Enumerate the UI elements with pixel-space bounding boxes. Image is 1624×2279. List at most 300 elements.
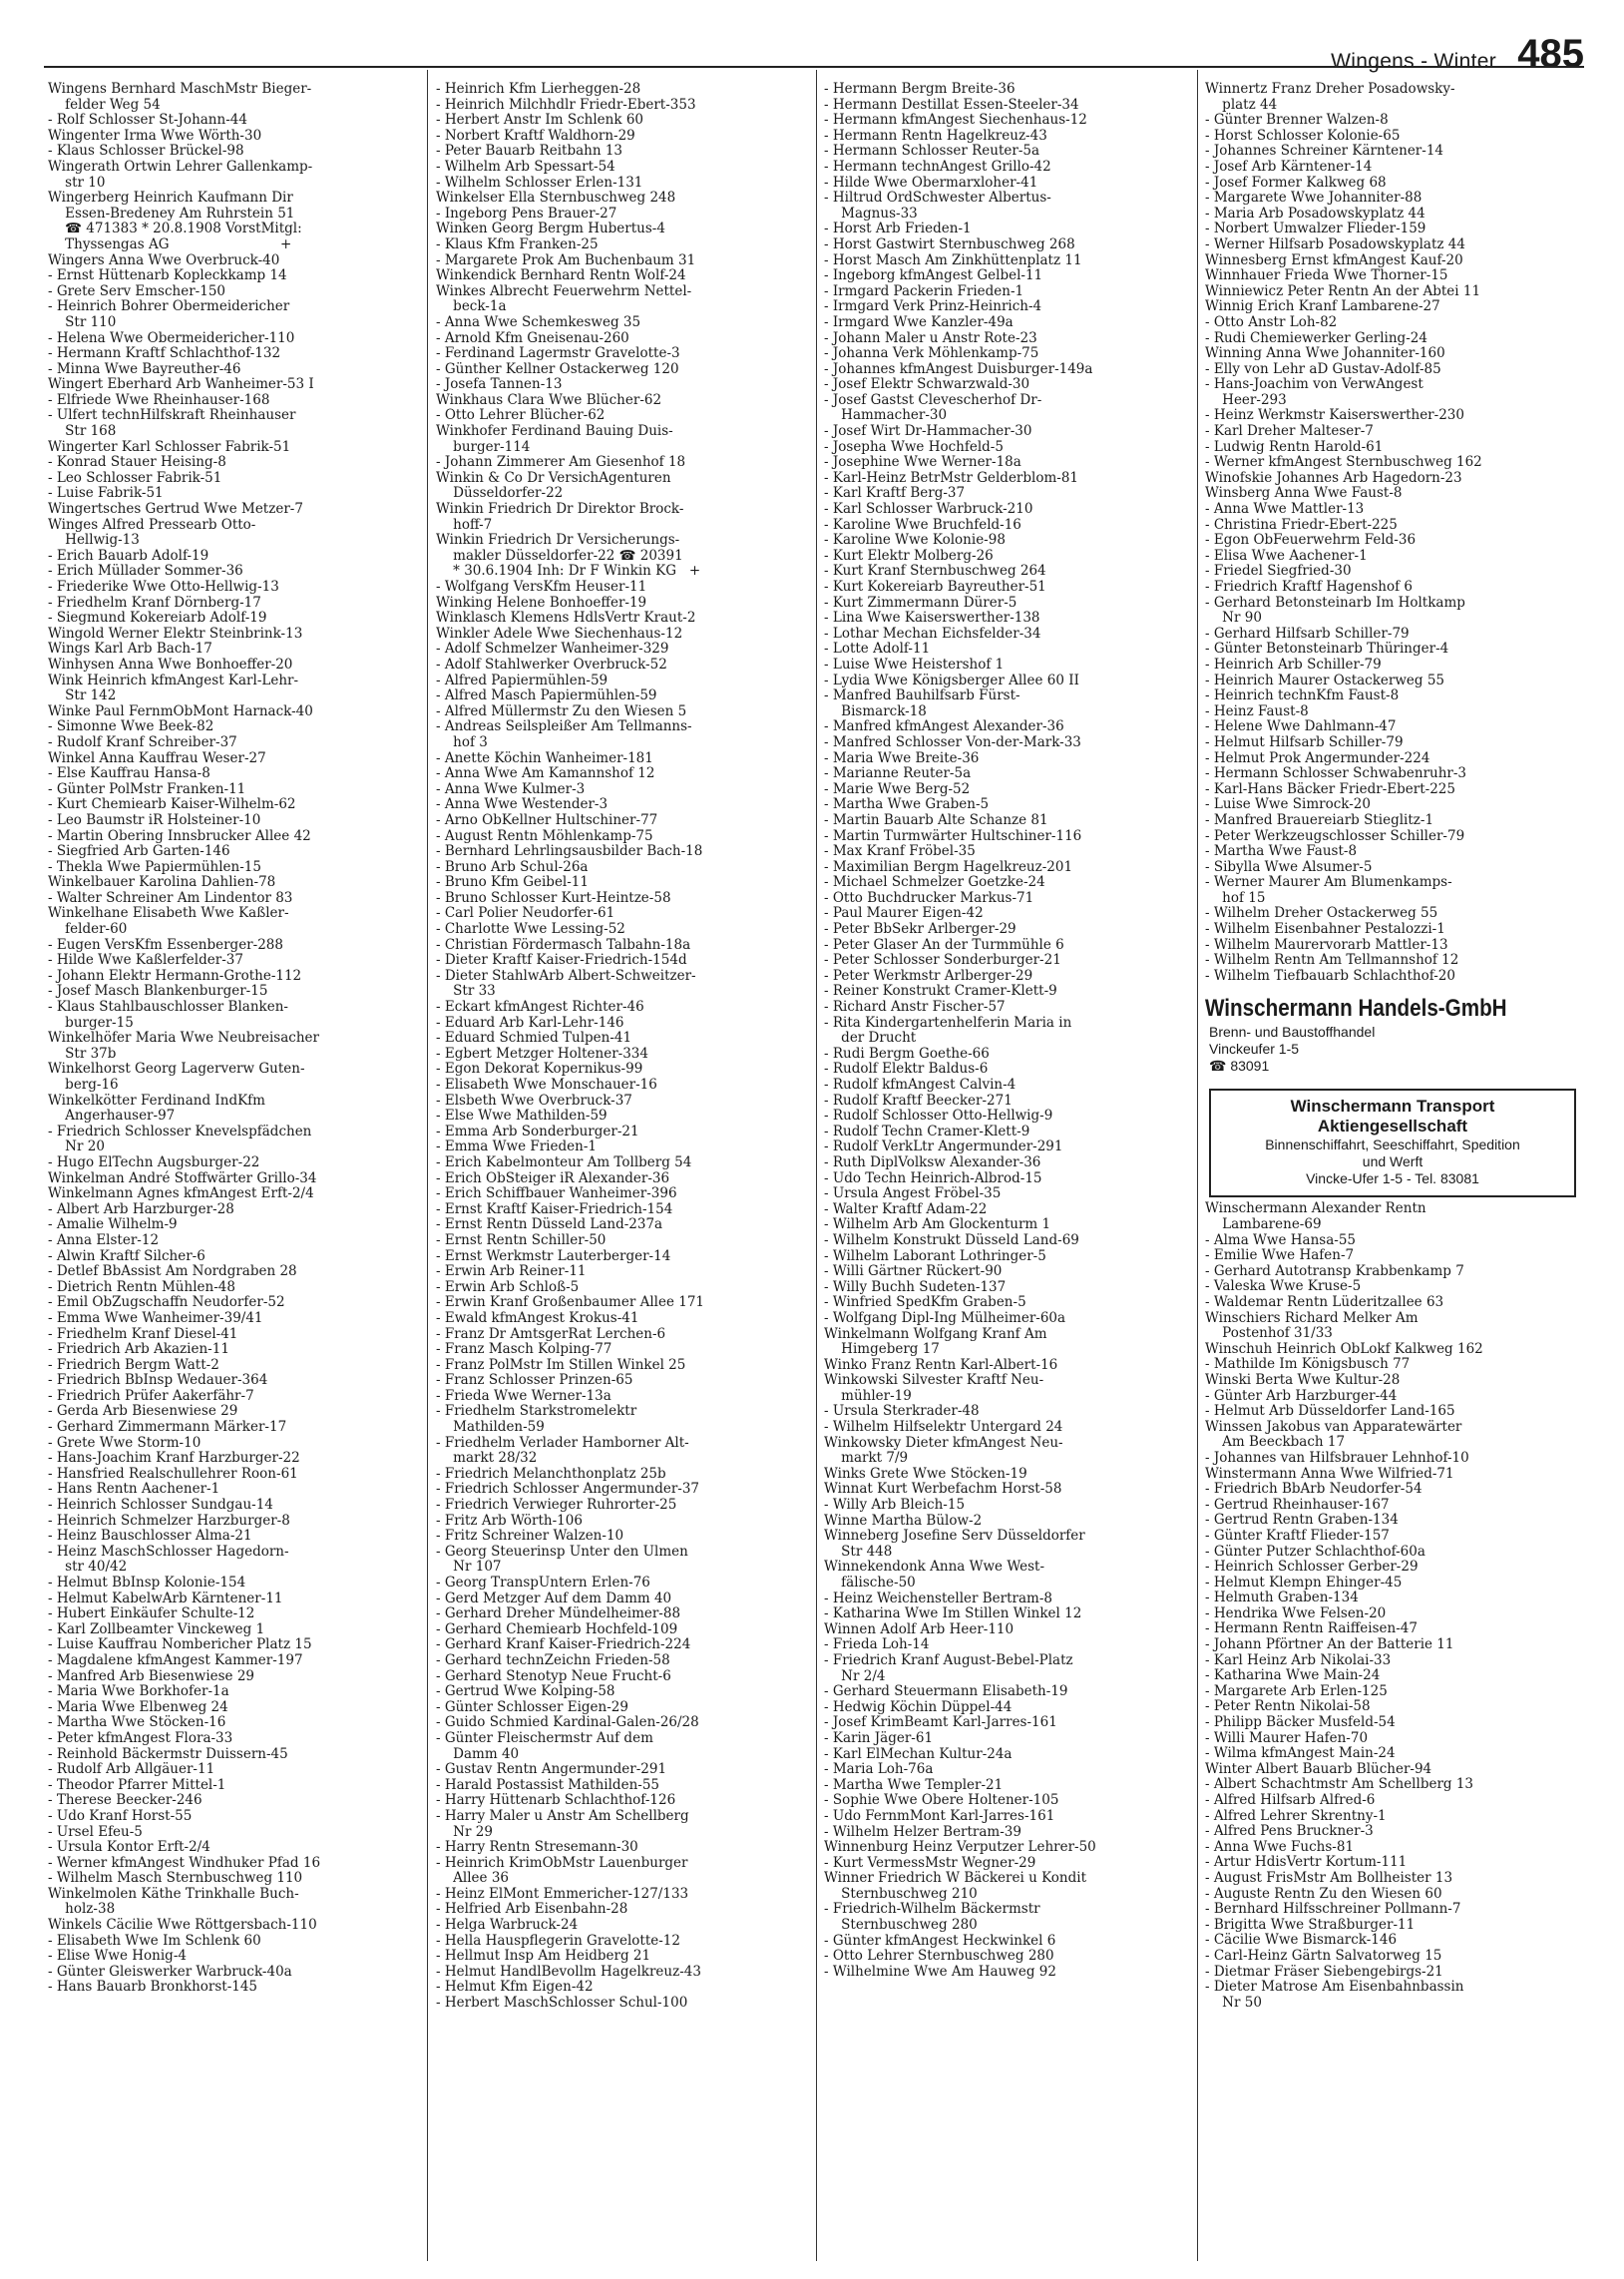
directory-entry: - Maria Wwe Elbenweg 24 xyxy=(48,1698,228,1715)
directory-entry: - Marianne Reuter-5a xyxy=(824,765,972,782)
directory-entry: - Erwin Arb Reiner-11 xyxy=(436,1263,587,1280)
directory-entry: - Gerhard Chemiearb Hochfeld-109 xyxy=(436,1620,678,1637)
directory-entry: - Wolfgang VersKfm Heuser-11 xyxy=(436,579,647,595)
directory-entry: - Bruno Kfm Geibel-11 xyxy=(436,874,589,891)
directory-entry: - Mathilde Im Königsbusch 77 xyxy=(1205,1356,1411,1373)
directory-entry: - Peter Werkzeugschlosser Schiller-79 xyxy=(1205,827,1465,844)
directory-entry: - Karin Jäger-61 xyxy=(824,1729,934,1746)
directory-entry: Winko Franz Rentn Karl-Albert-16 xyxy=(824,1356,1058,1373)
directory-entry: - Klaus Kfm Franken-25 xyxy=(436,235,599,252)
directory-entry: - Arnold Kfm Gneisenau-260 xyxy=(436,329,629,346)
directory-entry: - Friedhelm Kranf Diesel-41 xyxy=(48,1325,238,1342)
directory-entry: Winning Anna Wwe Johanniter-160 xyxy=(1205,345,1445,362)
transport-ad-line: und Werft xyxy=(1362,1153,1423,1170)
directory-entry: - Ruth DiplVolksw Alexander-36 xyxy=(824,1153,1041,1170)
directory-entry: Winke Paul FernmObMont Harnack-40 xyxy=(48,702,313,719)
directory-entry: - Karoline Wwe Kolonie-98 xyxy=(824,532,1006,549)
directory-entry: - Hilde Wwe Kaßlerfelder-37 xyxy=(48,952,243,969)
directory-entry: - Ingeborg kfmAngest Gelbel-11 xyxy=(824,267,1043,284)
directory-entry: Winkelmann Wolfgang Kranf Am Himgeberg 17 xyxy=(824,1325,1047,1358)
directory-entry: - Josef Elektr Schwarzwald-30 xyxy=(824,376,1030,393)
directory-entry: - Alfred Hilfsarb Alfred-6 xyxy=(1205,1792,1376,1808)
directory-entry: - Günter Kraftf Flieder-157 xyxy=(1205,1527,1390,1544)
directory-entry: - Ernst Kraftf Kaiser-Friedrich-154 xyxy=(436,1200,673,1217)
directory-entry: - Wilhelm Eisenbahner Pestalozzi-1 xyxy=(1205,921,1445,938)
directory-entry: - Valeska Wwe Kruse-5 xyxy=(1205,1278,1362,1295)
directory-entry: - Wilhelm Tiefbauarb Schlachthof-20 xyxy=(1205,967,1455,984)
directory-entry: - Marie Wwe Berg-52 xyxy=(824,780,971,797)
directory-entry: - Maria Wwe Breite-36 xyxy=(824,749,980,766)
directory-entry: - Ulfert technHilfskraft Rheinhauser Str 168 xyxy=(48,407,296,440)
directory-entry: - Josepha Wwe Hochfeld-5 xyxy=(824,438,1004,455)
directory-entry: Winkelmolen Käthe Trinkhalle Buch- holz-38 xyxy=(48,1885,299,1918)
directory-entry: Wingers Anna Wwe Overbruck-40 xyxy=(48,251,280,268)
column-divider xyxy=(1197,70,1198,2261)
directory-entry: - Hermann Kraftf Schlachthof-132 xyxy=(48,345,281,362)
directory-entry: - Elisa Wwe Aachener-1 xyxy=(1205,547,1368,564)
directory-entry: Winnen Adolf Arb Heer-110 xyxy=(824,1620,1015,1637)
directory-entry: - Rita Kindergartenhelferin Maria in der Drucht xyxy=(824,1014,1072,1047)
directory-entry: - Margarete Arb Erlen-125 xyxy=(1205,1682,1388,1699)
directory-entry: - Simonne Wwe Beek-82 xyxy=(48,718,214,735)
directory-entry: - Erich Müllader Sommer-36 xyxy=(48,563,243,580)
directory-entry: - Friedhelm Verlader Hamborner Alt- markt 28/32 xyxy=(436,1434,689,1467)
directory-entry: - Karl Dreher Malteser-7 xyxy=(1205,423,1374,440)
directory-entry: - Karl Zollbeamter Vinckeweg 1 xyxy=(48,1620,265,1637)
directory-entry: - Gerhard Betonsteinarb Im Holtkamp Nr 90 xyxy=(1205,594,1465,627)
directory-entry: - Andreas Seilspleißer Am Tellmanns- hof 3 xyxy=(436,718,692,750)
directory-entry: - Karl-Heinz BetrMstr Gelderblom-81 xyxy=(824,469,1079,486)
directory-entry: - Hilde Wwe Obermarxloher-41 xyxy=(824,174,1038,191)
directory-entry: - Wilma kfmAngest Main-24 xyxy=(1205,1745,1396,1762)
directory-entry: - Gerhard Hilfsarb Schiller-79 xyxy=(1205,625,1410,642)
directory-entry: - Wilhelm Maurervorarb Mattler-13 xyxy=(1205,936,1448,953)
directory-entry: Winkelbauer Karolina Dahlien-78 xyxy=(48,874,276,891)
directory-entry: - Ewald kfmAngest Krokus-41 xyxy=(436,1309,639,1326)
directory-entry: - Dietrich Rentn Mühlen-48 xyxy=(48,1278,235,1295)
directory-entry: Winhysen Anna Wwe Bonhoeffer-20 xyxy=(48,656,293,673)
directory-entry: - Alma Wwe Hansa-55 xyxy=(1205,1231,1357,1248)
directory-entry: - Heinrich Bohrer Obermeidericher Str 110 xyxy=(48,298,290,330)
directory-entry: - Johannes kfmAngest Duisburger-149a xyxy=(824,360,1093,377)
directory-entry: - Günther Kellner Ostackerweg 120 xyxy=(436,360,679,377)
directory-entry: - Irmgard Wwe Kanzler-49a xyxy=(824,313,1014,330)
directory-entry: Winnhauer Frieda Wwe Thorner-15 xyxy=(1205,267,1448,284)
directory-entry: - Franz Masch Kolping-77 xyxy=(436,1341,612,1358)
directory-entry: - Maria Loh-76a xyxy=(824,1761,934,1778)
directory-entry: - Manfred Brauereiarb Stieglitz-1 xyxy=(1205,811,1434,828)
directory-entry: - Lina Wwe Kaiserswerther-138 xyxy=(824,610,1040,627)
directory-entry: - Erich Kabelmonteur Am Tollberg 54 xyxy=(436,1153,692,1170)
directory-entry: - Gertrud Rentn Graben-134 xyxy=(1205,1512,1399,1529)
directory-entry: - Brigitta Wwe Straßburger-11 xyxy=(1205,1916,1416,1933)
directory-entry: - Anna Wwe Kulmer-3 xyxy=(436,780,586,797)
directory-entry: - Friedel Siegfried-30 xyxy=(1205,563,1352,580)
directory-entry: - Hermann Rentn Raiffeisen-47 xyxy=(1205,1620,1418,1637)
directory-entry: - Gerhard Steuermann Elisabeth-19 xyxy=(824,1683,1068,1700)
directory-entry: - Erich ObSteiger iR Alexander-36 xyxy=(436,1169,670,1186)
directory-entry: - Friedrich Kranf August-Bebel-Platz Nr 2/4 xyxy=(824,1651,1073,1684)
directory-entry: Winken Georg Bergm Hubertus-4 xyxy=(436,221,665,237)
directory-entry: - Fritz Schreiner Walzen-10 xyxy=(436,1528,624,1545)
directory-entry: - Leo Schlosser Fabrik-51 xyxy=(48,469,222,486)
column-divider xyxy=(816,70,817,2261)
running-head: Wingens - Winter xyxy=(1331,50,1496,73)
directory-entry: Wingerath Ortwin Lehrer Gallenkamp- str 10 xyxy=(48,158,313,191)
directory-entry: - Herbert Anstr Im Schlenk 60 xyxy=(436,112,643,129)
directory-entry: - Gerd Metzger Auf dem Damm 40 xyxy=(436,1590,672,1606)
directory-entry: - Wolfgang Dipl-Ing Mülheimer-60a xyxy=(824,1309,1066,1326)
directory-entry: - August Rentn Möhlenkamp-75 xyxy=(436,827,653,844)
directory-entry: - Friedrich Prüfer Aakerfähr-7 xyxy=(48,1387,254,1404)
directory-entry: - Sibylla Wwe Alsumer-5 xyxy=(1205,858,1373,875)
directory-entry: - Guido Schmied Kardinal-Galen-26/28 xyxy=(436,1714,699,1731)
directory-entry: Winschiers Richard Melker Am Postenhof 31/33 xyxy=(1205,1309,1419,1342)
handels-ad-phone: ☎ 83091 xyxy=(1209,1058,1270,1075)
directory-entry: - Martin Turmwärter Hultschiner-116 xyxy=(824,827,1082,844)
directory-entry: - Therese Beecker-246 xyxy=(48,1792,203,1809)
directory-entry: - Helga Warbruck-24 xyxy=(436,1917,579,1934)
directory-entry: - Karl Heinz Arb Nikolai-33 xyxy=(1205,1651,1392,1668)
directory-entry: - Günter Arb Harzburger-44 xyxy=(1205,1387,1398,1404)
directory-entry: Wingerberg Heinrich Kaufmann Dir Essen-Bredeney Am Ruhrstein 51 ☎ 471383 * 20.8.1908 VorstMitgl: Thyssengas AG + xyxy=(48,190,302,252)
directory-entry: - Helmuth Graben-134 xyxy=(1205,1590,1359,1606)
transport-ad-box xyxy=(1209,1089,1576,1197)
directory-entry: - Josephine Wwe Werner-18a xyxy=(824,454,1021,471)
directory-entry: - Peter Glaser An der Turmmühle 6 xyxy=(824,936,1064,953)
directory-entry: - Heinz Weichensteller Bertram-8 xyxy=(824,1590,1053,1606)
directory-entry: - Kurt Kranf Sternbuschweg 264 xyxy=(824,563,1046,580)
directory-entry: - Rudi Chemiewerker Gerling-24 xyxy=(1205,329,1427,346)
directory-entry: Winsberg Anna Wwe Faust-8 xyxy=(1205,485,1403,502)
directory-entry: - Grete Wwe Storm-10 xyxy=(48,1434,202,1451)
directory-entry: - Katharina Wwe Main-24 xyxy=(1205,1667,1381,1684)
directory-entry: - Johann Pförtner An der Batterie 11 xyxy=(1205,1636,1454,1653)
directory-entry: - Willi Maurer Hafen-70 xyxy=(1205,1729,1369,1746)
directory-entry: - Hansfried Realschullehrer Roon-61 xyxy=(48,1465,298,1482)
directory-entry: Winkin Friedrich Dr Versicherungs- makler Düsseldorfer-22 ☎ 20391 * 30.6.1904 Inh: Dr F Winkin KG + xyxy=(436,532,701,580)
directory-entry: - Gustav Rentn Angermunder-291 xyxy=(436,1761,667,1778)
directory-entry: - Udo Kranf Horst-55 xyxy=(48,1807,193,1824)
directory-entry: - Dieter Matrose Am Eisenbahnbassin Nr 50 xyxy=(1205,1979,1464,2011)
directory-entry: - Josef Masch Blankenburger-15 xyxy=(48,983,268,1000)
directory-entry: - Egon Dekorat Kopernikus-99 xyxy=(436,1061,643,1078)
directory-entry: - Norbert Kraftf Waldhorn-29 xyxy=(436,127,635,144)
directory-entry: Winges Alfred Pressearb Otto- Hellwig-13 xyxy=(48,516,256,549)
directory-entry: - Luise Kauffrau Nombericher Platz 15 xyxy=(48,1636,312,1653)
directory-entry: - Hermann Rentn Hagelkreuz-43 xyxy=(824,127,1047,144)
directory-entry: - Sophie Wwe Obere Holtener-105 xyxy=(824,1792,1059,1809)
directory-entry: Winkin & Co Dr VersichAgenturen Düsseldorfer-22 xyxy=(436,469,671,502)
directory-entry: - Ursel Efeu-5 xyxy=(48,1823,143,1840)
directory-entry: - Josefa Tannen-13 xyxy=(436,376,563,393)
directory-entry: Winne Martha Bülow-2 xyxy=(824,1512,983,1529)
directory-entry: Wingerter Karl Schlosser Fabrik-51 xyxy=(48,438,291,455)
directory-entry: - Norbert Umwalzer Flieder-159 xyxy=(1205,221,1426,237)
directory-entry: - Hugo ElTechn Augsburger-22 xyxy=(48,1153,260,1170)
directory-entry: - Werner Maurer Am Blumenkamps- hof 15 xyxy=(1205,874,1452,906)
directory-entry: - Friedhelm Kranf Dörnberg-17 xyxy=(48,594,261,611)
directory-entry: - Hubert Einkäufer Schulte-12 xyxy=(48,1605,255,1622)
directory-entry: - Dieter StahlwArb Albert-Schweitzer- Str 33 xyxy=(436,967,696,1000)
directory-entry: - Erich Schiffbauer Wanheimer-396 xyxy=(436,1185,677,1202)
directory-entry: Winkin Friedrich Dr Direktor Brock- hoff-7 xyxy=(436,501,684,533)
directory-entry: - Emilie Wwe Hafen-7 xyxy=(1205,1247,1355,1264)
directory-entry: - Heinz ElMont Emmericher-127/133 xyxy=(436,1885,689,1902)
directory-entry: - Heinrich Schlosser Sundgau-14 xyxy=(48,1497,273,1514)
directory-entry: - Ingeborg Pens Brauer-27 xyxy=(436,205,617,222)
transport-ad-subtitle: Aktiengesellschaft xyxy=(1317,1117,1468,1137)
directory-entry: - Wilhelmine Wwe Am Hauweg 92 xyxy=(824,1963,1056,1980)
page-header xyxy=(0,28,1584,76)
directory-entry: - Thekla Wwe Papiermühlen-15 xyxy=(48,858,261,875)
directory-entry: - Wilhelm Laborant Lothringer-5 xyxy=(824,1247,1046,1264)
directory-entry: - Franz Schlosser Prinzen-65 xyxy=(436,1372,633,1389)
directory-entry: - Rudolf VerkLtr Angermunder-291 xyxy=(824,1139,1063,1155)
directory-entry: - Walter Kraftf Adam-22 xyxy=(824,1200,988,1217)
directory-entry: - Georg Steuerinsp Unter den Ulmen Nr 107 xyxy=(436,1543,688,1576)
directory-entry: - Katharina Wwe Im Stillen Winkel 12 xyxy=(824,1605,1082,1622)
directory-entry: Wingenter Irma Wwe Wörth-30 xyxy=(48,127,262,144)
directory-column-4-bottom xyxy=(1205,1201,1576,2011)
directory-entry: - Michael Schmelzer Goetzke-24 xyxy=(824,874,1045,891)
directory-entry: - Elfriede Wwe Rheinhauser-168 xyxy=(48,391,270,408)
directory-entry: - Grete Serv Emscher-150 xyxy=(48,282,226,299)
directory-entry: - Karl Schlosser Warbruck-210 xyxy=(824,501,1033,518)
directory-entry: - Eduard Schmied Tulpen-41 xyxy=(436,1030,632,1047)
directory-entry: - Emma Wwe Wanheimer-39/41 xyxy=(48,1309,263,1326)
directory-entry: Wingert Eberhard Arb Wanheimer-53 I xyxy=(48,376,314,393)
directory-entry: - Auguste Rentn Zu den Wiesen 60 xyxy=(1205,1885,1442,1902)
directory-entry: - Hans Bauarb Bronkhorst-145 xyxy=(48,1979,258,1996)
directory-entry: Winkel Anna Kauffrau Weser-27 xyxy=(48,749,266,766)
directory-entry: - Kurt Elektr Molberg-26 xyxy=(824,547,994,564)
directory-entry: - Friedrich BbInsp Wedauer-364 xyxy=(48,1372,268,1389)
directory-entry: - Anette Köchin Wanheimer-181 xyxy=(436,749,653,766)
directory-entry: - Carl Polier Neudorfer-61 xyxy=(436,905,615,922)
directory-entry: - Helmut Prok Angermunder-224 xyxy=(1205,749,1430,766)
directory-entry: Winnenburg Heinz Verputzer Lehrer-50 xyxy=(824,1839,1096,1856)
directory-entry: - Anna Wwe Fuchs-81 xyxy=(1205,1838,1355,1855)
directory-entry: - Hermann kfmAngest Siechenhaus-12 xyxy=(824,112,1087,129)
directory-entry: - Maria Arb Posadowskyplatz 44 xyxy=(1205,205,1425,222)
directory-entry: - Rudolf Schlosser Otto-Hellwig-9 xyxy=(824,1108,1053,1125)
directory-entry: - Günter Gleiswerker Warbruck-40a xyxy=(48,1963,292,1980)
directory-entry: - Otto Buchdrucker Markus-71 xyxy=(824,889,1034,906)
directory-entry: - Luise Fabrik-51 xyxy=(48,485,164,502)
directory-entry: - Werner kfmAngest Windhuker Pfad 16 xyxy=(48,1854,321,1871)
directory-entry: - Peter Werkmstr Arlberger-29 xyxy=(824,967,1033,984)
directory-entry: - Fritz Arb Wörth-106 xyxy=(436,1512,583,1529)
directory-entry: - Anna Wwe Westender-3 xyxy=(436,796,609,813)
directory-entry: - Karl ElMechan Kultur-24a xyxy=(824,1745,1013,1762)
directory-entry: - Erwin Kranf Großenbaumer Allee 171 xyxy=(436,1294,704,1311)
directory-entry: - Wilhelm Konstrukt Düsseld Land-69 xyxy=(824,1231,1079,1248)
directory-entry: - Winfried SpedKfm Graben-5 xyxy=(824,1294,1026,1311)
directory-column-2 xyxy=(436,82,783,2012)
directory-entry: - Waldemar Rentn Lüderitzallee 63 xyxy=(1205,1294,1444,1310)
directory-entry: - Peter BbSekr Arlberger-29 xyxy=(824,921,1016,938)
directory-entry: - Rudolf Arb Allgäuer-11 xyxy=(48,1761,215,1778)
directory-entry: - Alfred Müllermstr Zu den Wiesen 5 xyxy=(436,702,687,719)
directory-entry: - Ernst Rentn Düsseld Land-237a xyxy=(436,1216,663,1233)
directory-entry: Wink Heinrich kfmAngest Karl-Lehr- Str 142 xyxy=(48,672,299,704)
directory-entry: - Alfred Pens Bruckner-3 xyxy=(1205,1823,1374,1840)
directory-entry: - Rudi Bergm Goethe-66 xyxy=(824,1045,990,1062)
directory-entry: - Irmgard Packerin Frieden-1 xyxy=(824,282,1024,299)
directory-entry: - Magdalene kfmAngest Kammer-197 xyxy=(48,1651,303,1668)
directory-entry: - Bruno Arb Schul-26a xyxy=(436,858,589,875)
directory-entry: - Philipp Bäcker Musfeld-54 xyxy=(1205,1714,1396,1731)
directory-entry: Winkler Adele Wwe Siechenhaus-12 xyxy=(436,625,683,642)
directory-entry: - Wilhelm Helzer Bertram-39 xyxy=(824,1823,1021,1840)
directory-entry: - Günter Schlosser Eigen-29 xyxy=(436,1698,628,1715)
directory-entry: - Kurt Kokereiarb Bayreuther-51 xyxy=(824,579,1046,595)
directory-entry: - Leo Baumstr iR Holsteiner-10 xyxy=(48,811,261,828)
directory-entry: - Harry Hüttenarb Schlachthof-126 xyxy=(436,1792,676,1809)
directory-entry: - Klaus Stahlbauschlosser Blanken- burger-15 xyxy=(48,999,288,1031)
directory-entry: - Anna Wwe Am Kamannshof 12 xyxy=(436,765,655,782)
directory-entry: Winkelhorst Georg Lagerverw Guten- berg-16 xyxy=(48,1061,305,1093)
directory-entry: - Helfried Arb Eisenbahn-28 xyxy=(436,1901,628,1918)
directory-entry: - Konrad Stauer Heising-8 xyxy=(48,454,226,471)
directory-entry: - Heinrich Maurer Ostackerweg 55 xyxy=(1205,672,1445,688)
directory-entry: - Friedrich Arb Akazien-11 xyxy=(48,1341,229,1358)
directory-entry: Winkels Cäcilie Wwe Röttgersbach-110 xyxy=(48,1917,317,1934)
directory-entry: - Wilhelm Hilfselektr Untergard 24 xyxy=(824,1419,1063,1436)
directory-entry: - Udo FernmMont Karl-Jarres-161 xyxy=(824,1807,1055,1824)
directory-entry: - Siegmund Kokereiarb Adolf-19 xyxy=(48,610,267,627)
directory-entry: - Alfred Papiermühlen-59 xyxy=(436,672,609,688)
directory-column-4-top xyxy=(1205,82,1576,984)
directory-entry: Winkhofer Ferdinand Bauing Duis- burger-114 xyxy=(436,423,673,455)
directory-entry: - Helmut Klempn Ehinger-45 xyxy=(1205,1574,1403,1591)
directory-entry: - Lydia Wwe Königsberger Allee 60 II xyxy=(824,672,1079,688)
directory-entry: - Friedhelm Starkstromelektr Mathilden-59 xyxy=(436,1403,637,1436)
directory-entry: - Josef Former Kalkweg 68 xyxy=(1205,174,1387,191)
handels-ad-line: Brenn- und Baustoffhandel xyxy=(1209,1024,1376,1041)
directory-entry: - Gertrud Wwe Kolping-58 xyxy=(436,1683,615,1700)
directory-entry: - Albert Arb Harzburger-28 xyxy=(48,1200,234,1217)
directory-entry: - Johannes Schreiner Kärntener-14 xyxy=(1205,143,1443,160)
directory-entry: - Kurt VermessMstr Wegner-29 xyxy=(824,1854,1036,1871)
directory-entry: - Amalie Wilhelm-9 xyxy=(48,1216,178,1233)
directory-entry: - Rudolf Elektr Baldus-6 xyxy=(824,1061,989,1078)
directory-entry: Winkendick Bernhard Rentn Wolf-24 xyxy=(436,267,686,284)
directory-entry: - Helmut Hilfsarb Schiller-79 xyxy=(1205,733,1404,750)
directory-entry: - Margarete Prok Am Buchenbaum 31 xyxy=(436,251,696,268)
directory-entry: - Martha Wwe Templer-21 xyxy=(824,1776,1004,1793)
directory-entry: - Erich Bauarb Adolf-19 xyxy=(48,547,209,564)
directory-entry: - Johann Maler u Anstr Rote-23 xyxy=(824,329,1037,346)
directory-entry: - Minna Wwe Bayreuther-46 xyxy=(48,360,241,377)
directory-entry: - Elisabeth Wwe Monschauer-16 xyxy=(436,1077,657,1093)
directory-entry: - Rudolf kfmAngest Calvin-4 xyxy=(824,1077,1016,1093)
directory-entry: Winner Friedrich W Bäckerei u Kondit Sternbuschweg 210 xyxy=(824,1870,1086,1902)
directory-entry: - Lothar Mechan Eichsfelder-34 xyxy=(824,625,1041,642)
directory-entry: - Heinz Faust-8 xyxy=(1205,702,1309,719)
directory-entry: Winstermann Anna Wwe Wilfried-71 xyxy=(1205,1465,1454,1482)
directory-entry: - Arno ObKellner Hultschiner-77 xyxy=(436,811,658,828)
directory-entry: - Josef Wirt Dr-Hammacher-30 xyxy=(824,423,1032,440)
directory-entry: - Wilhelm Arb Am Glockenturm 1 xyxy=(824,1216,1051,1233)
directory-entry: - Siegfried Arb Garten-146 xyxy=(48,843,230,860)
directory-entry: - Georg TranspUntern Erlen-76 xyxy=(436,1575,650,1591)
directory-entry: - Wilhelm Masch Sternbuschweg 110 xyxy=(48,1870,303,1887)
directory-entry: - Martin Bauarb Alte Schanze 81 xyxy=(824,811,1048,828)
directory-entry: - Hermann Bergm Breite-36 xyxy=(824,81,1015,97)
directory-entry: - Helene Wwe Dahlmann-47 xyxy=(1205,718,1397,735)
directory-column-4 xyxy=(1205,82,1576,2011)
directory-entry: - Paul Maurer Eigen-42 xyxy=(824,905,984,922)
directory-entry: - Anna Wwe Mattler-13 xyxy=(1205,501,1365,518)
directory-entry: - Franz PolMstr Im Stillen Winkel 25 xyxy=(436,1356,686,1373)
directory-entry: - Hans Rentn Aachener-1 xyxy=(48,1481,220,1498)
directory-entry: - Irmgard Verk Prinz-Heinrich-4 xyxy=(824,298,1042,315)
directory-entry: - Gerhard Autotransp Krabbenkamp 7 xyxy=(1205,1262,1464,1279)
directory-entry: - Egon ObFeuerwehrm Feld-36 xyxy=(1205,532,1417,549)
directory-entry: - Karl Kraftf Berg-37 xyxy=(824,485,966,502)
directory-entry: - Udo Techn Heinrich-Albrod-15 xyxy=(824,1169,1042,1186)
directory-entry: - Werner kfmAngest Sternbuschweg 162 xyxy=(1205,454,1482,471)
directory-entry: - Hermann technAngest Grillo-42 xyxy=(824,158,1051,175)
directory-entry: - Friedrich Schlosser Angermunder-37 xyxy=(436,1481,700,1498)
directory-entry: - Otto Anstr Loh-82 xyxy=(1205,313,1338,330)
directory-entry: - Willy Arb Bleich-15 xyxy=(824,1497,966,1514)
directory-entry: - Ursula Sterkrader-48 xyxy=(824,1403,980,1420)
directory-entry: - Albert Schachtmstr Am Schellberg 13 xyxy=(1205,1776,1474,1793)
directory-entry: - Wilhelm Dreher Ostackerweg 55 xyxy=(1205,905,1438,922)
directory-entry: - Luise Wwe Simrock-20 xyxy=(1205,796,1371,813)
directory-entry: - Elise Wwe Honig-4 xyxy=(48,1948,187,1965)
directory-entry: - Wilhelm Arb Spessart-54 xyxy=(436,158,615,175)
directory-entry: - Emma Arb Sonderburger-21 xyxy=(436,1123,639,1140)
directory-entry: Winschermann Alexander Rentn Lambarene-69 xyxy=(1205,1200,1426,1233)
directory-entry: - Peter kfmAngest Flora-33 xyxy=(48,1729,233,1746)
directory-entry: - Werner Hilfsarb Posadowskyplatz 44 xyxy=(1205,235,1465,252)
directory-entry: - Josef Gastst Clevescherhof Dr- Hammacher-30 xyxy=(824,391,1042,424)
directory-entry: - Gerhard Zimmermann Märker-17 xyxy=(48,1419,287,1436)
directory-entry: - Friedrich Melanchthonplatz 25b xyxy=(436,1465,666,1482)
directory-entry: - Adolf Stahlwerker Overbruck-52 xyxy=(436,656,667,673)
directory-entry: - Horst Gastwirt Sternbuschweg 268 xyxy=(824,235,1075,252)
directory-entry: Winnesberg Ernst kfmAngest Kauf-20 xyxy=(1205,251,1463,268)
directory-entry: - Martha Wwe Stöcken-16 xyxy=(48,1714,226,1731)
directory-entry: - Otto Lehrer Sternbuschweg 280 xyxy=(824,1948,1054,1965)
directory-entry: Winschuh Heinrich ObLokf Kalkweg 162 xyxy=(1205,1340,1483,1357)
directory-entry: - Heinz Werkmstr Kaiserswerther-230 xyxy=(1205,407,1464,424)
directory-entry: - Karoline Wwe Bruchfeld-16 xyxy=(824,516,1021,533)
directory-column-1 xyxy=(48,82,395,1996)
directory-entry: - Hermann Schlosser Reuter-5a xyxy=(824,143,1040,160)
directory-entry: - Hedwig Köchin Düppel-44 xyxy=(824,1698,1013,1715)
directory-entry: - Kurt Zimmermann Dürer-5 xyxy=(824,594,1017,611)
directory-entry: Winkelmann Agnes kfmAngest Erft-2/4 xyxy=(48,1185,314,1202)
directory-entry: Winking Helene Bonhoeffer-19 xyxy=(436,594,647,611)
directory-entry: Winkowsky Dieter kfmAngest Neu- markt 7/9 xyxy=(824,1434,1063,1467)
directory-entry: - Ursula Kontor Erft-2/4 xyxy=(48,1839,210,1856)
directory-entry: Winnertz Franz Dreher Posadowsky- platz 44 xyxy=(1205,81,1455,113)
directory-entry: - Erwin Arb Schloß-5 xyxy=(436,1278,580,1295)
directory-entry: Winski Berta Wwe Kultur-28 xyxy=(1205,1371,1401,1388)
directory-entry: - Bernhard Lehrlingsausbilder Bach-18 xyxy=(436,843,703,860)
directory-entry: - Walter Schreiner Am Lindentor 83 xyxy=(48,889,293,906)
directory-entry: - Willy Buchh Sudeten-137 xyxy=(824,1278,1007,1295)
directory-entry: - Maximilian Bergm Hagelkreuz-201 xyxy=(824,858,1073,875)
directory-entry: - Friedrich Schlosser Knevelspfädchen Nr 20 xyxy=(48,1123,312,1155)
directory-entry: - Günter Fleischermstr Auf dem Damm 40 xyxy=(436,1729,653,1762)
directory-entry: - Günter kfmAngest Heckwinkel 6 xyxy=(824,1932,1056,1949)
